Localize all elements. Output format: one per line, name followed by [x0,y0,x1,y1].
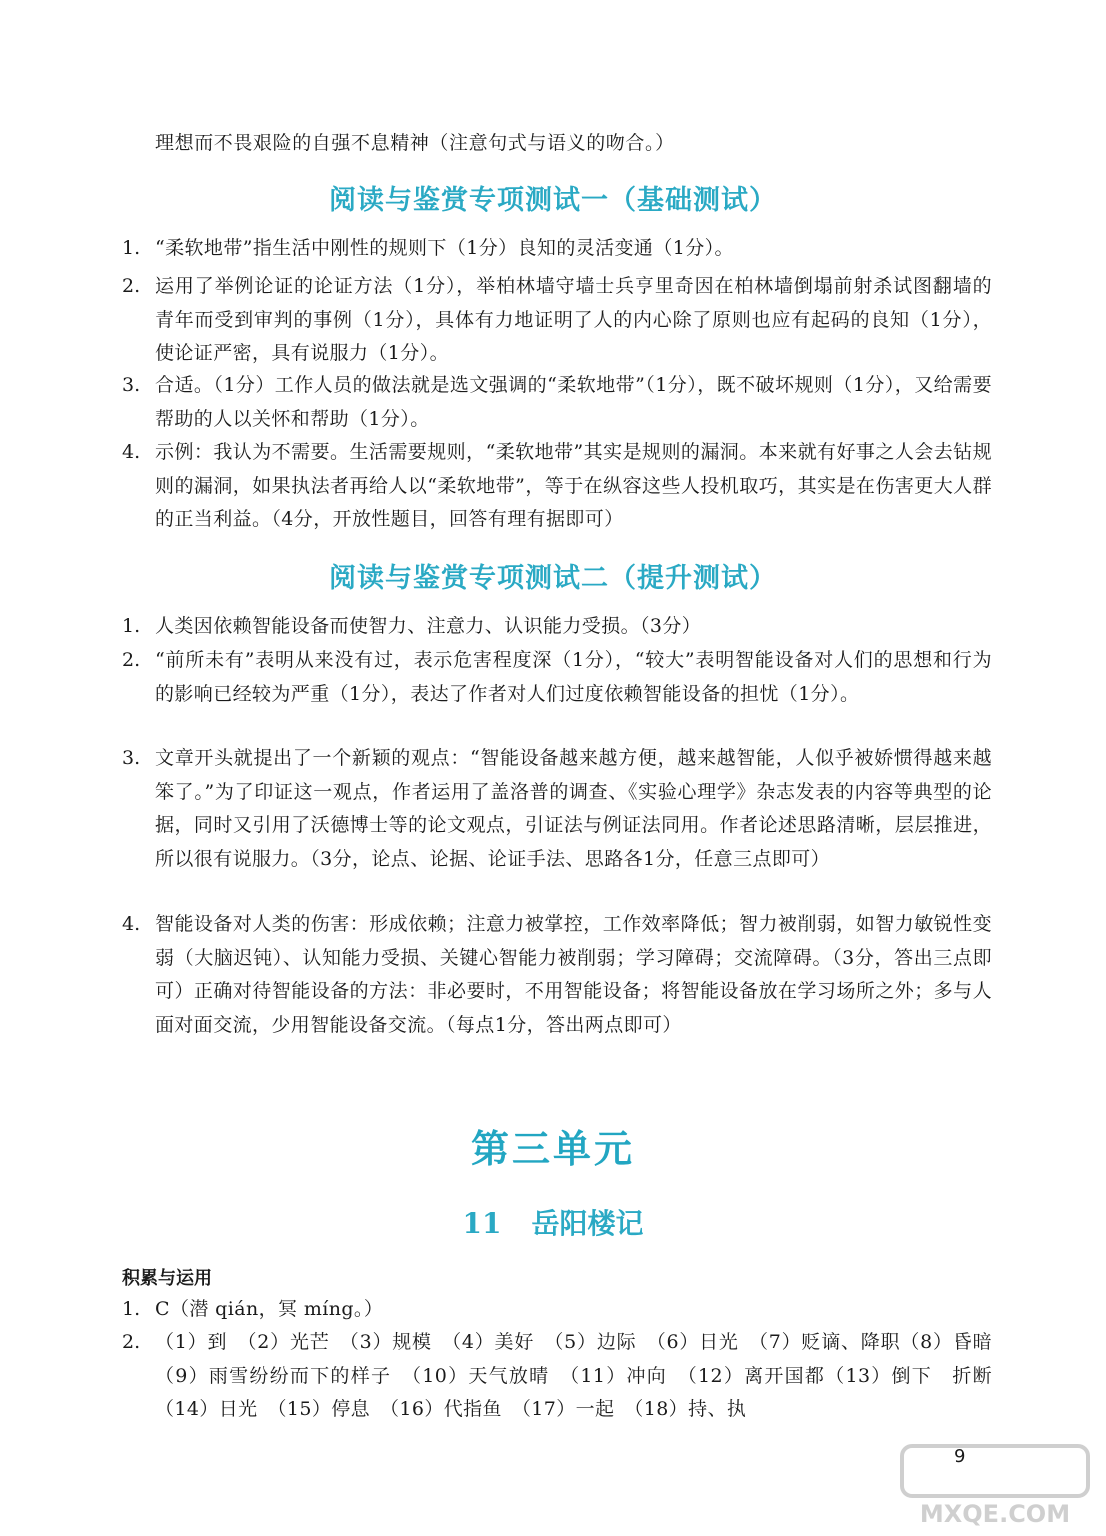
item-number: 1. [122,237,141,259]
section2-item-1 [122,610,992,644]
lesson-name: 岳阳楼记 [531,1207,644,1240]
item-number: 1. [122,615,141,637]
item-text: C（潜 qián，冥 míng。） [155,1298,384,1320]
item-text: 智能设备对人类的伤害：形成依赖；注意力被掌控，工作效率降低；智力被削弱，如智力敏锐性变弱（大脑迟钝）、认知能力受损、关键心智能力被削弱；学习障碍；交流障碍。（3分，答出三点即可）正确对待智能设备的方法：非必要时，不用智能设备；将智能设备放在学习场所之外；多与人面对面交流，少用智能设备交流。（每点1分，答出两点即可） [155,913,992,1036]
intro-line: 理想而不畏艰险的自强不息精神（注意句式与语义的吻合。） [155,132,675,154]
unit-title: 第三单元 [470,1126,635,1171]
item-text: （1）到 （2）光芒 （3）规模 （4）美好 （5）边际 （6）日光 （7）贬谪、降职（8）昏暗 （9）雨雪纷纷而下的样子 （10）天气放晴 （11）冲向 （12）离开国都（13）倒下 折断 （14）日光 （15）停息 （16）代指鱼 （17）一起 （18）持、执 [155,1331,1012,1420]
item-text: 文章开头就提出了一个新颖的观点：“智能设备越来越方便，越来越智能，人似乎被娇惯得越来越笨了。”为了印证这一观点，作者运用了盖洛普的调查、《实验心理学》杂志发表的内容等典型的论据，同时又引用了沃德博士等的论文观点，引证法与例证法同用。作者论述思路清晰，层层推进，所以很有说服力。（3分，论点、论据、论证手法、思路各1分，任意三点即可） [155,747,992,870]
item-number: 3. [122,747,141,769]
section2-title: 阅读与鉴赏专项测试二（提升测试） [329,563,777,594]
item-number: 2. [122,275,141,297]
section1-title: 阅读与鉴赏专项测试一（基础测试） [329,185,777,216]
item-number: 4. [122,441,141,463]
section2-item-2 [122,644,992,711]
item-text: 人类因依赖智能设备而使智力、注意力、认识能力受损。（3分） [155,615,702,637]
lesson-title [0,1202,1106,1242]
item-number: 1. [122,1298,141,1320]
item-number: 2. [122,1331,141,1353]
section1-item-3 [122,369,992,436]
item-number: 4. [122,913,141,935]
item-text: “柔软地带”指生活中刚性的规则下（1分）良知的灵活变通（1分）。 [155,237,734,259]
watermark-logo [900,1442,1090,1528]
item-text: “前所未有”表明从来没有过，表示危害程度深（1分），“较大”表明智能设备对人们的思想和行为的影响已经较为严重（1分），表达了作者对人们过度依赖智能设备的担忧（1分）。 [155,649,992,705]
item-text: 合适。（1分）工作人员的做法就是选文强调的“柔软地带”（1分），既不破坏规则（1分），又给需要帮助的人以关怀和帮助（1分）。 [155,374,992,430]
unit-item-1 [122,1293,992,1327]
page-number: 9 [954,1446,966,1467]
item-number: 3. [122,374,141,396]
section1-item-4 [122,436,992,537]
item-text: 运用了举例论证的论证方法（1分），举柏林墙守墙士兵亨里奇因在柏林墙倒塌前射杀试图翻墙的青年而受到审判的事例（1分），具体有力地证明了人的内心除了原则也应有起码的良知（1分），使论证严密，具有说服力（1分）。 [155,275,992,364]
section1-item-1 [122,232,992,266]
section1-item-2 [122,270,992,371]
section2-item-4 [122,908,992,1042]
unit-item-2 [122,1326,1012,1427]
lesson-number: 11 [462,1207,502,1240]
watermark-text: MXQE.COM [919,1500,1071,1528]
item-text: 示例：我认为不需要。生活需要规则，“柔软地带”其实是规则的漏洞。本来就有好事之人会去钻规则的漏洞，如果执法者再给人以“柔软地带”，等于在纵容这些人投机取巧，其实是在伤害更大人群的正当利益。（4分，开放性题目，回答有理有据即可） [155,441,992,530]
subhead-accumulation: 积累与运用 [122,1268,212,1289]
section2-item-3 [122,742,992,876]
item-number: 2. [122,649,141,671]
